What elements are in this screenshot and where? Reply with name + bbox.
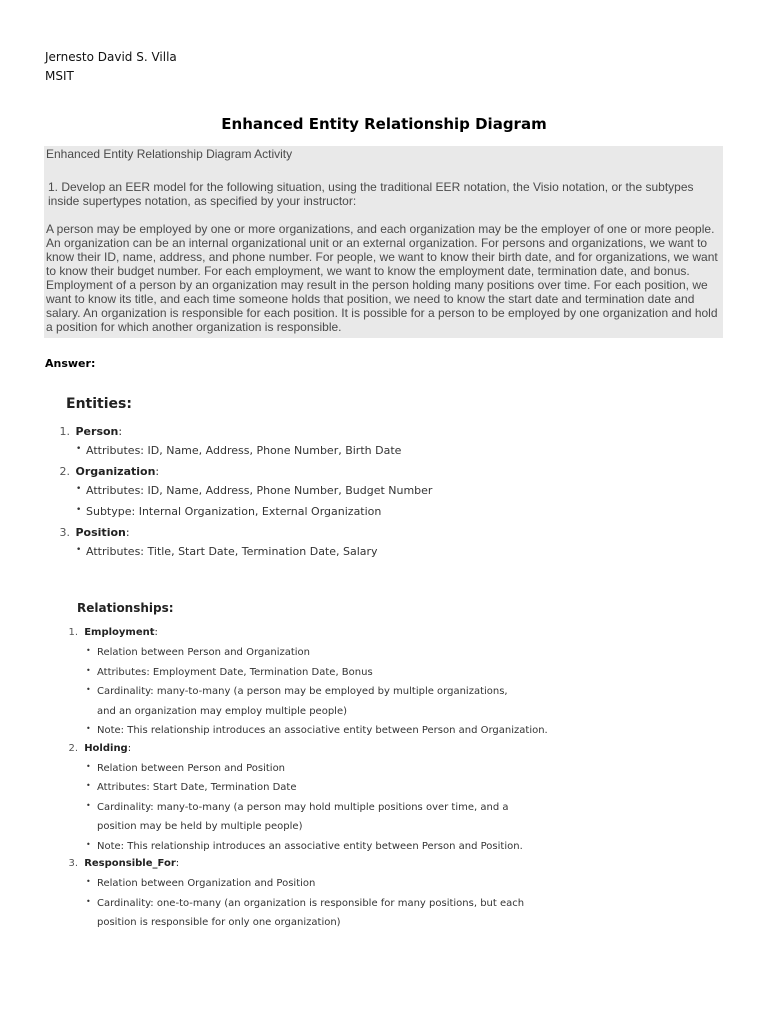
list-item: • Attributes: Start Date, Termination Date — [50, 778, 548, 798]
entity-colon: : — [125, 526, 130, 539]
relationship-colon: : — [154, 627, 158, 638]
activity-scenario: A person may be employed by one or more organizations, and each organization may be the employer of one or more people. An organization can be an internal organizational unit or an external organization. For persons and organizations, we want to know their ID, name, address, and phone number. For people, we want to know their birth date, and for organizations, we want to know their budget number. For each employment, we want to know the employment date, termination date, and bonus. Employment of a person by an organization may result in the person holding many positions over time. For each position, we want to know its title, and each time someone holds that position, we need to know the start date and termination date and salary. An organization is responsible for each position. It is possible for a person to be employed by one organization and hold a position for which another organization is responsible. — [46, 222, 718, 334]
relationship-details — [50, 759, 548, 857]
list-item — [50, 483, 432, 498]
list-number: 1. — [59, 425, 70, 438]
list-item — [50, 504, 432, 519]
entity-person — [50, 424, 432, 458]
entities-section — [50, 396, 432, 565]
relationships-section — [50, 601, 548, 934]
entity-colon: : — [155, 465, 160, 478]
document-title: Enhanced Entity Relationship Diagram — [221, 115, 547, 133]
activity-box — [44, 146, 723, 338]
relationship-details — [50, 874, 548, 933]
list-item: • Relation between Person and Position — [50, 759, 548, 779]
list-item — [50, 443, 432, 458]
entity-organization — [50, 464, 432, 519]
relationship-responsible-for — [50, 857, 548, 933]
relationships-list — [50, 626, 548, 933]
entity-details — [50, 483, 432, 519]
list-number: 1. — [68, 627, 78, 638]
relationship-details — [50, 643, 548, 741]
detail-text: Subtype: Internal Organization, External Organization — [86, 505, 382, 518]
relationship-employment — [50, 626, 548, 741]
activity-task: 1. Develop an EER model for the following situation, using the traditional EER notation, the Visio notation, or the subtypes inside supertypes notation, as specified by your instructor: — [48, 180, 694, 208]
relationship-colon: : — [175, 858, 180, 869]
entities-list — [50, 424, 432, 559]
author-program: MSIT — [45, 69, 74, 83]
entity-name: Person — [75, 425, 119, 438]
relationship-name: Responsible_For — [84, 858, 176, 869]
list-number: 3. — [59, 526, 70, 539]
list-item: • Cardinality: many-to-many (a person may hold multiple positions over time, and a position may be held by multiple people) — [50, 798, 527, 837]
entity-position — [50, 525, 432, 559]
answer-label: Answer: — [45, 357, 96, 370]
list-item: • Cardinality: one-to-many (an organization is responsible for many positions, but each position is responsible for only one organization) — [50, 894, 547, 933]
entity-colon: : — [118, 425, 123, 438]
detail-text: Attributes: ID, Name, Address, Phone Number, Birth Date — [86, 444, 402, 457]
list-item: • Cardinality: many-to-many (a person may be employed by multiple organizations, and an organization may employ multiple people) — [50, 682, 527, 721]
list-item: • Note: This relationship introduces an associative entity between Person and Position. — [50, 837, 548, 857]
list-number: 2. — [59, 465, 70, 478]
relationship-holding — [50, 742, 548, 857]
relationship-name: Employment — [84, 627, 155, 638]
detail-text: Attributes: Title, Start Date, Termination Date, Salary — [86, 545, 378, 558]
detail-text: Attributes: ID, Name, Address, Phone Number, Budget Number — [86, 484, 433, 497]
author-block — [45, 48, 177, 86]
list-item — [50, 544, 432, 559]
entity-name: Organization — [75, 465, 156, 478]
activity-title: Enhanced Entity Relationship Diagram Activity — [46, 147, 293, 161]
list-number: 3. — [68, 858, 78, 869]
list-item: • Note: This relationship introduces an associative entity between Person and Organization. — [50, 721, 548, 741]
author-name: Jernesto David S. Villa — [45, 50, 177, 64]
relationships-heading: Relationships: — [77, 601, 174, 615]
entities-heading: Entities: — [66, 396, 132, 412]
list-item: • Relation between Person and Organization — [50, 643, 548, 663]
list-number: 2. — [68, 742, 78, 754]
list-item: • Relation between Organization and Position — [50, 874, 548, 894]
relationship-name: Holding — [84, 742, 128, 754]
relationship-colon: : — [127, 742, 132, 754]
entity-details — [50, 544, 432, 559]
list-item: • Attributes: Employment Date, Termination Date, Bonus — [50, 663, 548, 683]
entity-details — [50, 443, 432, 458]
entity-name: Position — [75, 526, 126, 539]
